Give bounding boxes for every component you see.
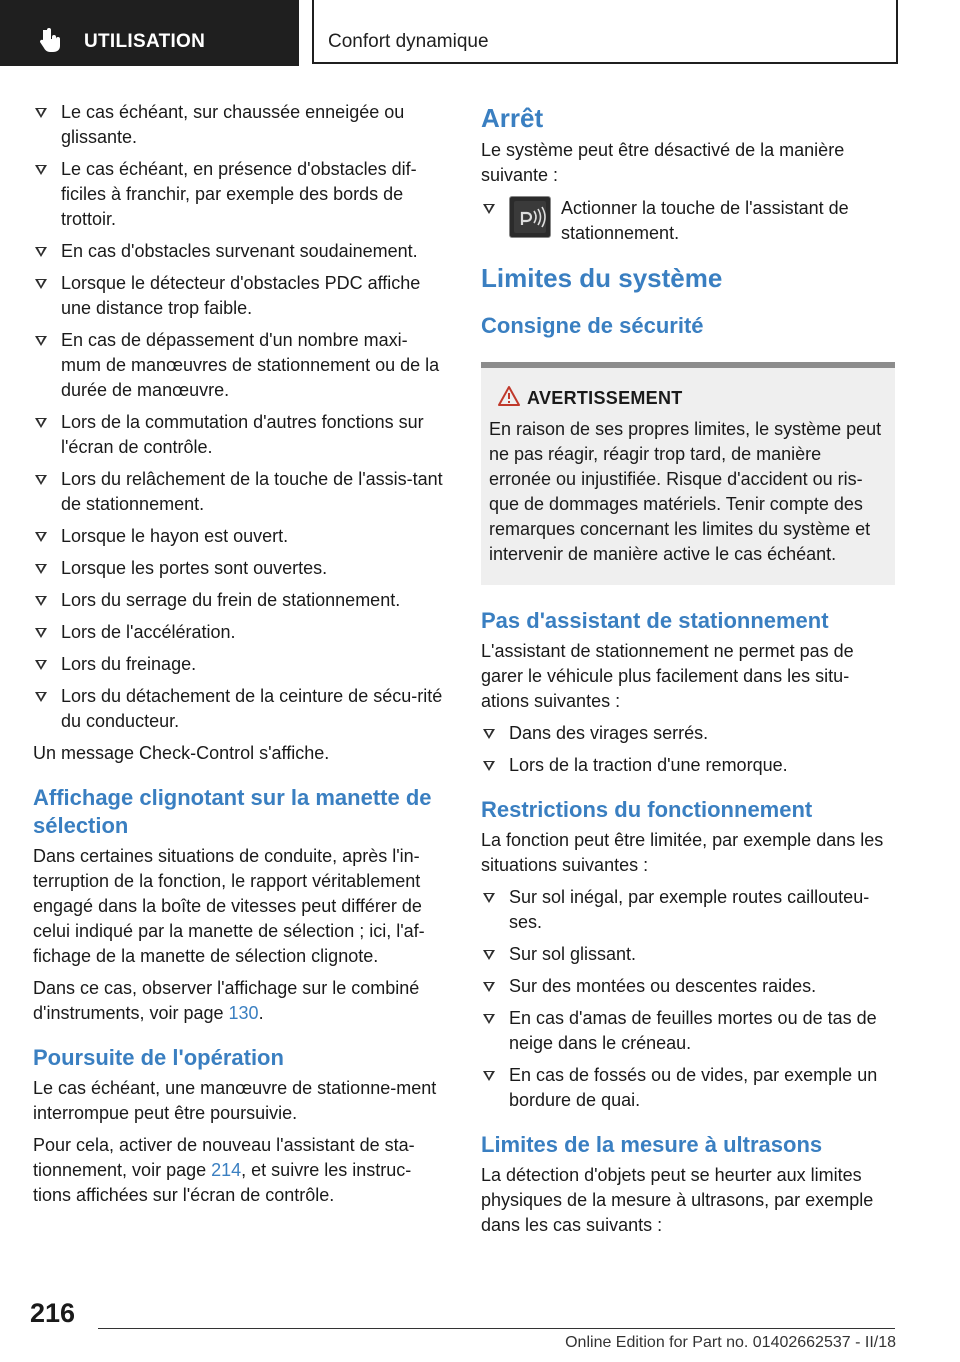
- warning-box: [481, 362, 895, 585]
- list-item: Le cas échéant, sur chaussée enneigée ou glissante.: [33, 100, 447, 150]
- warning-text: En raison de ses propres limites, le système peut ne pas réagir, réagir trop tard, de manière erronée ou injustifiée. Risque d'accident ou ris‐que de dommages matériels. Tenir compte des remarques concernant les limites du système et intervenir de manière active le cas échéant.: [489, 419, 882, 564]
- heading-no-assist: Pas d'assistant de stationnement: [481, 608, 829, 633]
- page-header: [0, 0, 960, 66]
- restrictions-list: [481, 885, 895, 1113]
- heading-blink: Affichage clignotant sur la manette de sélection: [33, 785, 432, 838]
- triangle-bullet-icon: [35, 475, 47, 485]
- triangle-bullet-icon: [483, 1014, 495, 1024]
- list-item: Lors de l'accélération.: [33, 620, 447, 645]
- page-ref-link[interactable]: 130: [228, 1003, 259, 1023]
- triangle-bullet-icon: [483, 1071, 495, 1081]
- page-number: 216: [30, 1298, 76, 1328]
- paragraph: Le système peut être désactivé de la manière suivante :: [481, 140, 845, 185]
- triangle-bullet-icon: [35, 165, 47, 175]
- list-item: Lors du relâchement de la touche de l'assis‐tant de stationnement.: [33, 467, 447, 517]
- list-item: Sur des montées ou descentes raides.: [481, 974, 895, 999]
- left-column: [33, 100, 447, 1215]
- no-assist-list: [481, 721, 895, 778]
- triangle-bullet-icon: [483, 204, 495, 214]
- warning-title: AVERTISSEMENT: [527, 388, 887, 409]
- warning-triangle-icon: [497, 385, 521, 407]
- list-item: En cas de fossés ou de vides, par exemple un bordure de quai.: [481, 1063, 895, 1113]
- triangle-bullet-icon: [483, 982, 495, 992]
- triangle-bullet-icon: [35, 108, 47, 118]
- heading-ultrasonic: Limites de la mesure à ultrasons: [481, 1132, 823, 1157]
- triangle-bullet-icon: [35, 247, 47, 257]
- list-item: Lors du freinage.: [33, 652, 447, 677]
- list-item: Actionner la touche de l'assistant de stationnement.: [481, 196, 895, 246]
- triangle-bullet-icon: [35, 336, 47, 346]
- list-item: Lors du serrage du frein de stationnement.: [33, 588, 447, 613]
- list-item: Lorsque le hayon est ouvert.: [33, 524, 447, 549]
- heading-stop: Arrêt: [481, 103, 544, 133]
- heading-limits: Limites du système: [481, 263, 723, 293]
- triangle-bullet-icon: [483, 893, 495, 903]
- list-item: En cas d'obstacles survenant soudainement.: [33, 239, 447, 264]
- paragraph: Dans ce cas, observer l'affichage sur le combiné d'instruments, voir page 130.: [33, 978, 420, 1023]
- triangle-bullet-icon: [35, 564, 47, 574]
- list-item: Lors de la commutation d'autres fonctions sur l'écran de contrôle.: [33, 410, 447, 460]
- hand-pointer-icon: [38, 27, 64, 53]
- list-item: Lors de la traction d'une remorque.: [481, 753, 895, 778]
- triangle-bullet-icon: [483, 950, 495, 960]
- section-title: UTILISATION: [84, 31, 206, 52]
- triangle-bullet-icon: [35, 628, 47, 638]
- triangle-bullet-icon: [35, 596, 47, 606]
- list-item: En cas de dépassement d'un nombre maxi‐mum de manœuvres de stationnement ou de la durée de manœuvre.: [33, 328, 447, 403]
- triangle-bullet-icon: [35, 532, 47, 542]
- list-item: Le cas échéant, en présence d'obstacles dif‐ficiles à franchir, par exemple des bords de trottoir.: [33, 157, 447, 232]
- paragraph: L'assistant de stationnement ne permet pas de garer le véhicule plus facilement dans les situ‐ations suivantes :: [481, 641, 854, 711]
- chapter-box: [312, 0, 898, 64]
- paragraph: Pour cela, activer de nouveau l'assistant de sta‐tionnement, voir page 214, et suivre les instruc‐tions affichées sur l'écran de contrôle.: [33, 1135, 415, 1205]
- heading-safety: Consigne de sécurité: [481, 313, 704, 338]
- check-control-message: Un message Check-Control s'affiche.: [33, 743, 330, 763]
- triangle-bullet-icon: [35, 418, 47, 428]
- triangle-bullet-icon: [35, 692, 47, 702]
- footer-divider: [98, 1328, 895, 1329]
- chapter-title: Confort dynamique: [328, 31, 489, 52]
- list-item: Lors du détachement de la ceinture de sécu‐rité du conducteur.: [33, 684, 447, 734]
- interruption-list: [33, 100, 447, 734]
- triangle-bullet-icon: [483, 761, 495, 771]
- section-tab: [0, 0, 299, 66]
- list-item: Lorsque le détecteur d'obstacles PDC affiche une distance trop faible.: [33, 271, 447, 321]
- list-item: En cas d'amas de feuilles mortes ou de tas de neige dans le créneau.: [481, 1006, 895, 1056]
- parking-assistant-button-icon: [509, 196, 551, 238]
- triangle-bullet-icon: [35, 660, 47, 670]
- list-item: Sur sol inégal, par exemple routes caillouteu‐ses.: [481, 885, 895, 935]
- list-item: Dans des virages serrés.: [481, 721, 895, 746]
- paragraph: Le cas échéant, une manœuvre de stationne‐ment interrompue peut être poursuivie.: [33, 1078, 437, 1123]
- heading-restrictions: Restrictions du fonctionnement: [481, 797, 813, 822]
- triangle-bullet-icon: [35, 279, 47, 289]
- paragraph: La fonction peut être limitée, par exemple dans les situations suivantes :: [481, 830, 884, 875]
- list-item: Sur sol glissant.: [481, 942, 895, 967]
- paragraph: Dans certaines situations de conduite, après l'in‐terruption de la fonction, le rapport véritablement engagé dans la boîte de vitesses peut différer de celui indiqué par la manette de sélection ; ici, l'af‐fichage de la manette de sélection clignote.: [33, 846, 425, 966]
- edition-footer: Online Edition for Part no. 01402662537 - II/18: [565, 1334, 896, 1351]
- page-ref-link[interactable]: 214: [211, 1160, 242, 1180]
- right-column: [481, 100, 895, 1245]
- paragraph: La détection d'objets peut se heurter aux limites physiques de la mesure à ultrasons, par exemple dans les cas suivants :: [481, 1165, 874, 1235]
- list-item: Lorsque les portes sont ouvertes.: [33, 556, 447, 581]
- heading-resume: Poursuite de l'opération: [33, 1045, 284, 1070]
- triangle-bullet-icon: [483, 729, 495, 739]
